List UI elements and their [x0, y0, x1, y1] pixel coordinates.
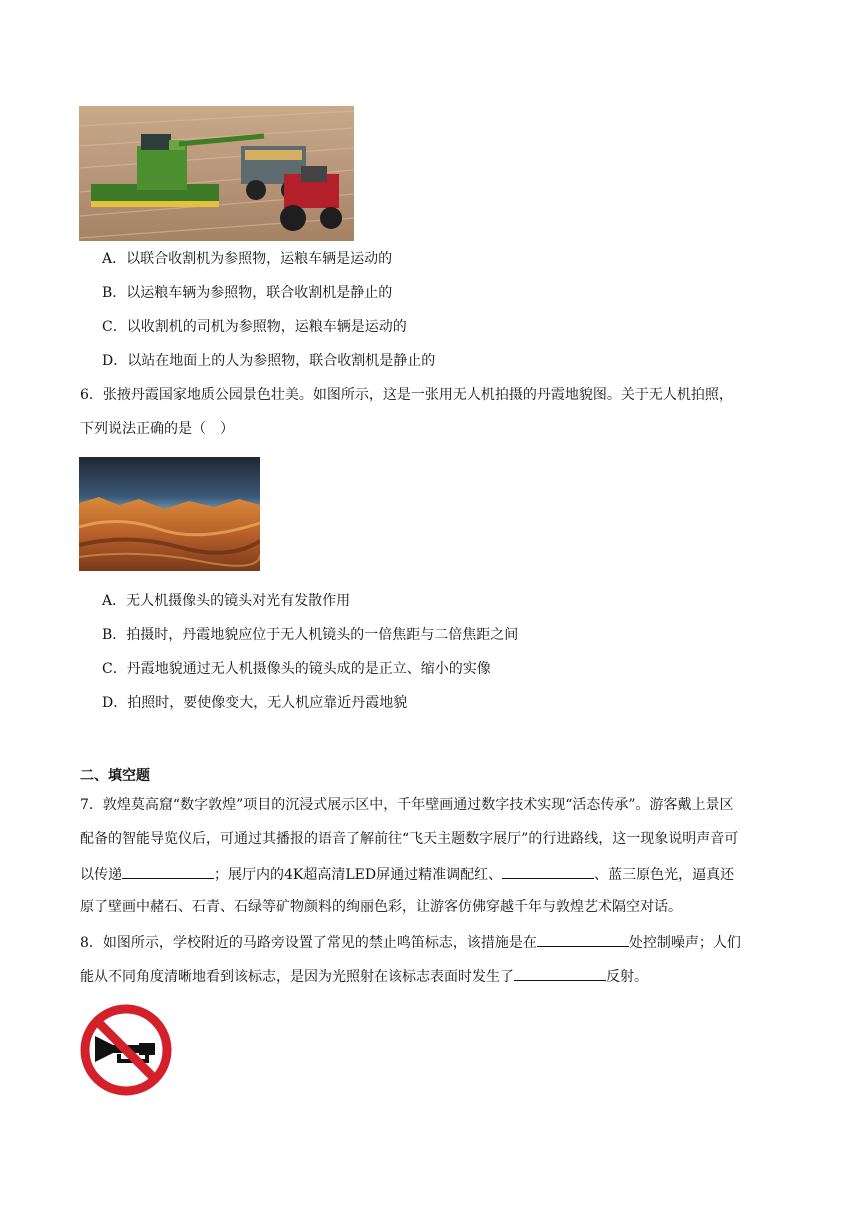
q7-line4: 原了壁画中赭石、石青、石绿等矿物颜料的绚丽色彩，让游客仿佛穿越千年与敦煌艺术隔空对话。	[80, 899, 682, 915]
q8-blank-1[interactable]	[537, 931, 629, 947]
q8-blank-2[interactable]	[514, 965, 606, 981]
q7-line3	[80, 863, 734, 885]
q5-option-d: D．以站在地面上的人为参照物，联合收割机是静止的	[102, 353, 436, 369]
q7-blank-1[interactable]	[122, 863, 214, 879]
q7-line3-text-b: ；展厅内的4K超高清LED屏通过精准调配红、	[214, 867, 503, 883]
q5-option-c: C．以收割机的司机为参照物，运粮车辆是运动的	[102, 319, 407, 335]
q6-option-c: C．丹霞地貌通过无人机摄像头的镜头成的是正立、缩小的实像	[102, 661, 491, 677]
harvester-photo	[79, 106, 354, 241]
q7-line2: 配备的智能导览仪后，可通过其播报的语音了解前往“飞天主题数字展厅”的行进路线，这一现象说明声音可	[80, 831, 739, 847]
q6-stem-line1: 6．张掖丹霞国家地质公园景色壮美。如图所示，这是一张用无人机拍摄的丹霞地貌图。关于无人机拍照，	[80, 387, 733, 403]
q6-stem-line2: 下列说法正确的是（ ）	[80, 421, 234, 437]
danxia-landform-photo	[79, 457, 260, 571]
q7-line1: 7．敦煌莫高窟“数字敦煌”项目的沉浸式展示区中，千年壁画通过数字技术实现“活态传承”。游客戴上景区	[80, 797, 734, 813]
q6-option-d: D．拍照时，要使像变大，无人机应靠近丹霞地貌	[102, 695, 408, 711]
q8-line1-text-b: 处控制噪声；人们	[628, 935, 741, 951]
q8-line2-text-b: 反射。	[606, 969, 648, 985]
q6-option-b: B．拍摄时，丹霞地貌应位于无人机镜头的一倍焦距与二倍焦距之间	[102, 627, 519, 643]
q7-line3-text-a: 以传递	[80, 867, 122, 883]
q7-blank-2[interactable]	[502, 863, 594, 879]
no-honking-sign	[79, 1003, 173, 1097]
q7-line3-text-c: 、蓝三原色光，逼真还	[594, 867, 735, 883]
q5-option-b: B．以运粮车辆为参照物，联合收割机是静止的	[102, 285, 393, 301]
q8-line1	[80, 931, 741, 953]
section-heading: 二、填空题	[80, 768, 150, 784]
q5-option-a: A．以联合收割机为参照物，运粮车辆是运动的	[102, 251, 393, 267]
q8-line1-text-a: 8．如图所示，学校附近的马路旁设置了常见的禁止鸣笛标志，该措施是在	[80, 935, 537, 951]
q8-line2	[80, 965, 648, 987]
q8-line2-text-a: 能从不同角度清晰地看到该标志，是因为光照射在该标志表面时发生了	[80, 969, 514, 985]
q6-option-a: A．无人机摄像头的镜头对光有发散作用	[102, 593, 351, 609]
